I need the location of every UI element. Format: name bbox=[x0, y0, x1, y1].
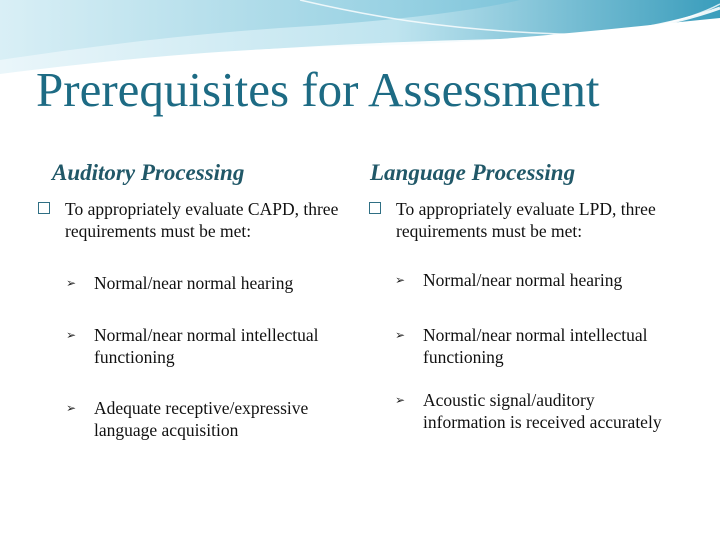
arrow-bullet-icon: ➢ bbox=[66, 328, 77, 342]
arrow-bullet-icon: ➢ bbox=[395, 328, 406, 342]
slide-title: Prerequisites for Assessment bbox=[36, 62, 600, 117]
right-intro-text: To appropriately evaluate LPD, three requirements must be met: bbox=[396, 199, 656, 241]
left-bullet-2-text: Normal/near normal intellectual functioning bbox=[94, 325, 319, 367]
arrow-bullet-icon: ➢ bbox=[66, 276, 77, 290]
left-bullet-1 bbox=[66, 272, 374, 294]
arrow-bullet-icon: ➢ bbox=[395, 393, 406, 407]
left-bullet-1-text: Normal/near normal hearing bbox=[94, 273, 294, 293]
left-bullet-2 bbox=[66, 324, 374, 368]
checkbox-icon bbox=[369, 202, 381, 214]
left-column-heading: Auditory Processing bbox=[52, 160, 245, 185]
right-bullet-2 bbox=[395, 324, 663, 368]
checkbox-icon bbox=[38, 202, 50, 214]
right-bullet-3-text: Acoustic signal/auditory information is received accurately bbox=[423, 390, 662, 432]
left-bullet-3-text: Adequate receptive/expressive language acquisition bbox=[94, 398, 309, 440]
right-intro bbox=[368, 198, 696, 242]
right-column-heading: Language Processing bbox=[370, 160, 576, 185]
left-bullet-3 bbox=[66, 397, 374, 441]
left-intro bbox=[37, 198, 375, 242]
right-bullet-2-text: Normal/near normal intellectual functioning bbox=[423, 325, 648, 367]
right-bullet-1 bbox=[395, 269, 703, 291]
arrow-bullet-icon: ➢ bbox=[395, 273, 406, 287]
arrow-bullet-icon: ➢ bbox=[66, 401, 77, 415]
left-intro-text: To appropriately evaluate CAPD, three requirements must be met: bbox=[65, 199, 339, 241]
right-bullet-3 bbox=[395, 389, 663, 433]
right-bullet-1-text: Normal/near normal hearing bbox=[423, 270, 623, 290]
